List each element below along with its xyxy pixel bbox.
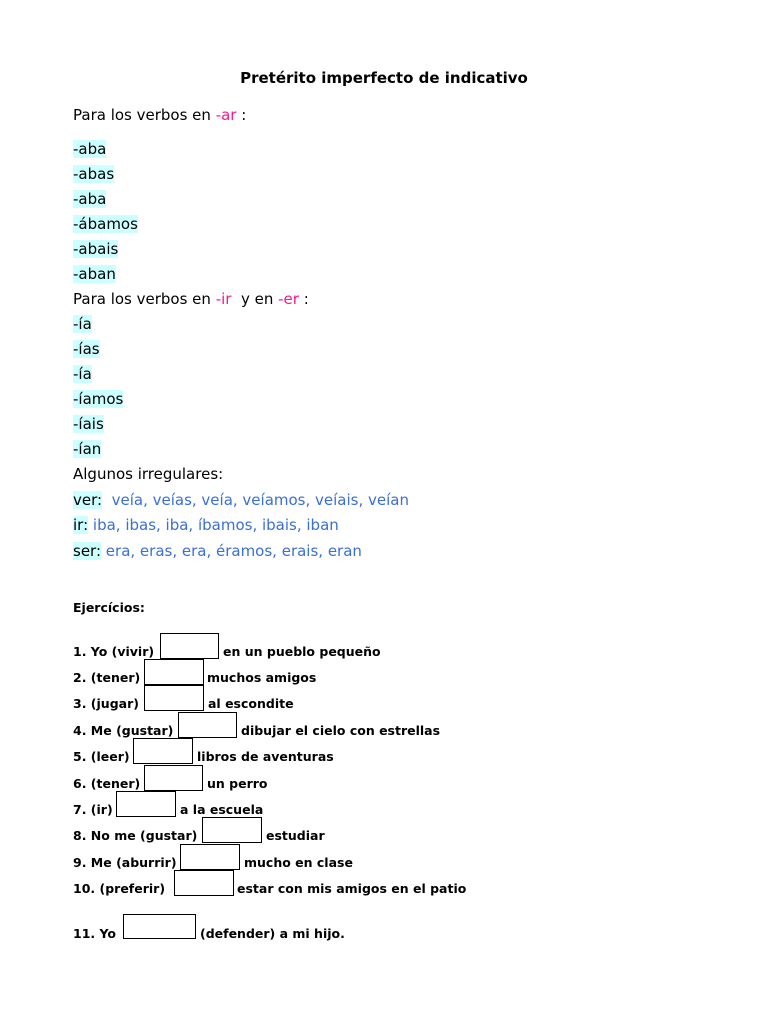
ar-heading-prefix: Para los verbos en — [73, 106, 216, 124]
ar-ending-3 — [73, 189, 106, 209]
ir-er-heading-middle: y en — [231, 290, 279, 308]
irregular-forms: era, eras, era, éramos, erais, eran — [105, 542, 362, 560]
ir-er-ending-text: -ían — [73, 440, 102, 458]
ir-er-ending-text: -ía — [73, 315, 92, 333]
ir-er-ending-3 — [73, 364, 92, 384]
ar-ending-1 — [73, 139, 106, 159]
answer-box[interactable] — [144, 659, 204, 685]
irregular-ver — [73, 490, 409, 510]
ir-er-heading-prefix: Para los verbos en — [73, 290, 216, 308]
exercise-continuation: dibujar el cielo con estrellas — [241, 723, 441, 738]
ir-er-ending-text: -íamos — [73, 390, 124, 408]
ar-ending-5 — [73, 239, 118, 259]
exercise-continuation: libros de aventuras — [197, 749, 334, 764]
ir-ending: -ir — [215, 290, 232, 308]
irregular-ser — [73, 541, 362, 561]
answer-box[interactable] — [144, 685, 204, 711]
er-ending: -er — [278, 290, 299, 308]
exercise-continuation: mucho en clase — [244, 855, 353, 870]
ir-er-ending-5 — [73, 414, 104, 434]
answer-box[interactable] — [174, 870, 234, 896]
irregulars-heading: Algunos irregulares: — [73, 465, 224, 483]
ar-ending-text: -abais — [73, 240, 119, 258]
exercise-continuation: al escondite — [208, 696, 294, 711]
answer-box[interactable] — [123, 914, 196, 939]
ar-heading-suffix: : — [236, 106, 247, 124]
exercise-continuation: en un pueblo pequeño — [223, 644, 381, 659]
exercise-prompt: 11. Yo — [73, 926, 116, 941]
exercise-prompt: 5. (leer) — [73, 749, 130, 764]
irregular-forms: veía, veías, veía, veíamos, veíais, veían — [106, 491, 409, 509]
irregular-verb: ver: — [73, 491, 103, 509]
ar-ending-text: -aba — [73, 140, 107, 158]
ar-ending-text: -aba — [73, 190, 107, 208]
exercise-prompt: 4. Me (gustar) — [73, 723, 174, 738]
exercise-prompt: 10. (preferir) — [73, 881, 166, 896]
ir-er-ending-text: -ías — [73, 340, 100, 358]
irregular-verb: ser: — [73, 542, 102, 560]
exercise-prompt: 7. (ir) — [73, 802, 113, 817]
exercise-prompt: 1. Yo (vivir) — [73, 644, 155, 659]
irregular-ir — [73, 515, 339, 535]
ar-ending-6 — [73, 264, 116, 284]
irregular-verb: ir: — [73, 516, 89, 534]
exercise-prompt: 6. (tener) — [73, 776, 141, 791]
answer-box[interactable] — [133, 738, 193, 764]
exercise-continuation: estudiar — [266, 828, 325, 843]
ir-er-ending-text: -ía — [73, 365, 92, 383]
ir-er-ending-4 — [73, 389, 123, 409]
ir-er-ending-1 — [73, 314, 92, 334]
ir-er-heading-suffix: : — [298, 290, 309, 308]
ir-er-heading — [73, 289, 309, 309]
exercises-heading: Ejercícios: — [73, 600, 145, 615]
exercise-continuation: (defender) a mi hijo. — [200, 926, 345, 941]
exercise-continuation: estar con mis amigos en el patio — [237, 881, 467, 896]
answer-box[interactable] — [116, 791, 176, 817]
ir-er-ending-text: -íais — [73, 415, 104, 433]
answer-box[interactable] — [180, 844, 240, 870]
page-title: Pretérito imperfecto de indicativo — [240, 69, 528, 87]
answer-box[interactable] — [144, 765, 203, 791]
ar-ending-text: -aban — [73, 265, 116, 283]
ar-ending: -ar — [215, 106, 237, 124]
answer-box[interactable] — [160, 633, 219, 659]
answer-box[interactable] — [202, 817, 262, 843]
exercise-continuation: a la escuela — [180, 802, 264, 817]
ar-ending-text: -ábamos — [73, 215, 138, 233]
exercise-continuation: muchos amigos — [207, 670, 317, 685]
exercise-prompt: 3. (jugar) — [73, 696, 139, 711]
exercise-prompt: 2. (tener) — [73, 670, 141, 685]
ar-heading — [73, 105, 246, 125]
ar-ending-text: -abas — [73, 165, 115, 183]
ar-ending-2 — [73, 164, 114, 184]
exercise-continuation: un perro — [207, 776, 268, 791]
ar-ending-4 — [73, 214, 138, 234]
ir-er-ending-6 — [73, 439, 101, 459]
irregular-forms: iba, ibas, iba, íbamos, ibais, iban — [92, 516, 339, 534]
ir-er-ending-2 — [73, 339, 100, 359]
answer-box[interactable] — [178, 712, 237, 738]
exercise-prompt: 9. Me (aburrir) — [73, 855, 177, 870]
exercise-prompt: 8. No me (gustar) — [73, 828, 198, 843]
